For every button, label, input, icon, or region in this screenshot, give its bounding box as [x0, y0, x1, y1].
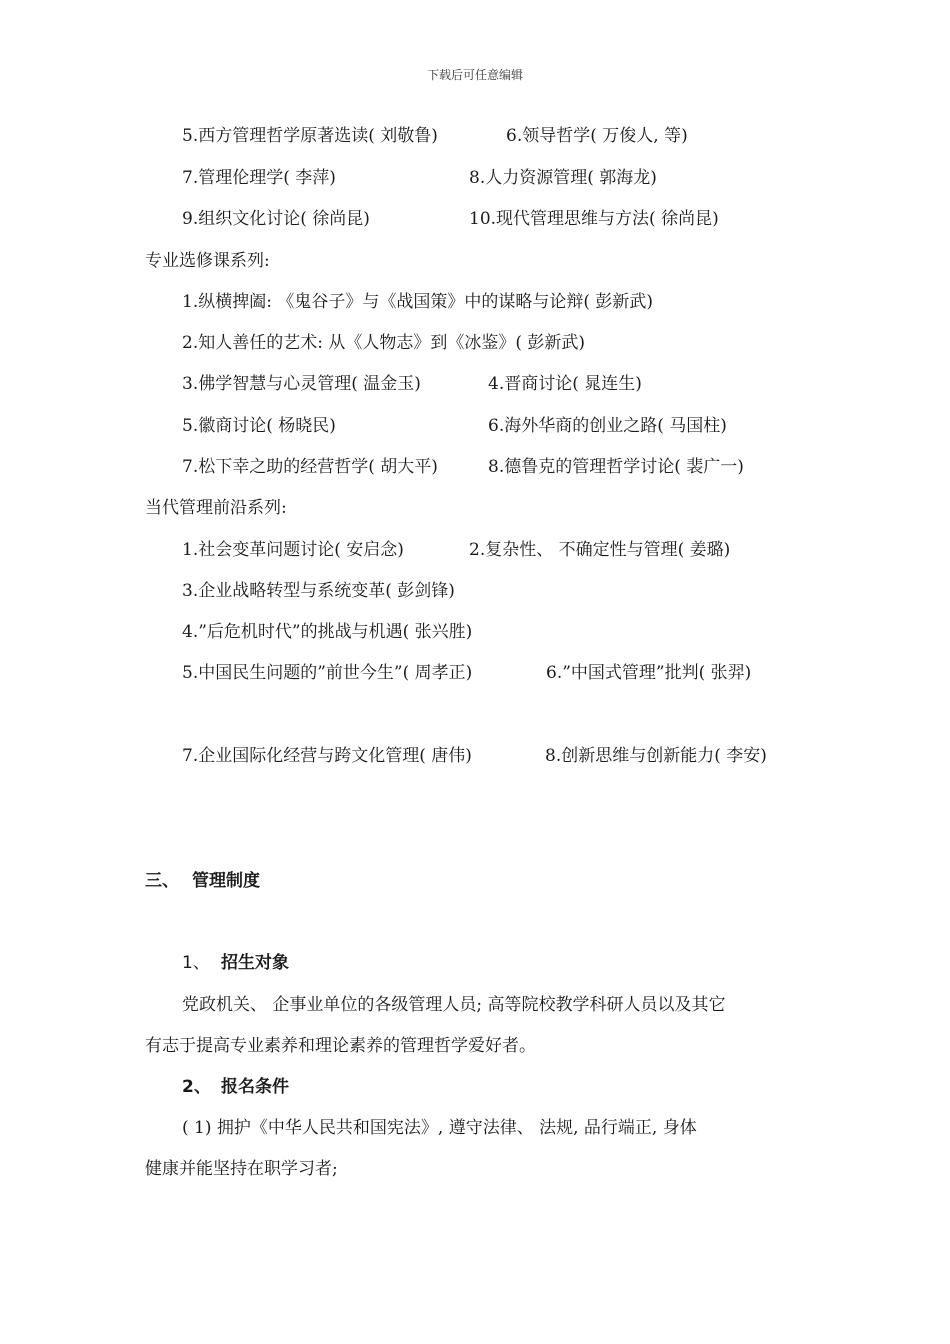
frontier-item: 3.企业战略转型与系统变革( 彭剑锋) — [182, 581, 455, 601]
frontier-item: 6.”中国式管理”批判( 张羿) — [546, 663, 752, 683]
course-row — [182, 125, 688, 147]
frontier-item: 1.社会变革问题讨论( 安启念) — [182, 540, 404, 560]
course-row — [182, 373, 642, 395]
elective-section-title: 专业选修课系列: — [145, 251, 270, 271]
frontier-item: 2.复杂性、 不确定性与管理( 姜璐) — [469, 540, 731, 560]
frontier-section-title: 当代管理前沿系列: — [145, 498, 287, 518]
course-row — [182, 208, 719, 230]
section-number: 三、 — [145, 871, 179, 891]
elective-item: 2.知人善任的艺术: 从《人物志》到《冰鉴》( 彭新武) — [182, 333, 586, 353]
course-row — [182, 415, 727, 437]
elective-item: 8.德鲁克的管理哲学讨论( 裴广一) — [488, 457, 744, 477]
course-item: 5.西方管理哲学原著选读( 刘敬鲁) — [182, 126, 438, 146]
course-item: 8.人力资源管理( 郭海龙) — [469, 168, 657, 188]
frontier-item: 7.企业国际化经营与跨文化管理( 唐伟) — [182, 746, 472, 766]
subsection-number: 2、 — [182, 1077, 211, 1097]
course-row — [182, 167, 657, 189]
subsection-title: 招生对象 — [221, 953, 289, 973]
elective-item: 1.纵横捭阖: 《鬼谷子》与《战国策》中的谋略与论辩( 彭新武) — [182, 292, 654, 312]
elective-item: 5.徽商讨论( 杨晓民) — [182, 416, 336, 436]
subsection-number: 1、 — [182, 953, 210, 973]
section-heading — [145, 870, 260, 892]
section-title: 管理制度 — [192, 871, 260, 891]
course-row — [182, 662, 752, 684]
paragraph-line: ( 1) 拥护《中华人民共和国宪法》, 遵守法律、 法规, 品行端正, 身体 — [182, 1118, 697, 1138]
frontier-item: 5.中国民生问题的”前世今生”( 周孝正) — [182, 663, 473, 683]
course-item: 7.管理伦理学( 李萍) — [182, 168, 336, 188]
course-row — [182, 745, 767, 767]
page-header: 下载后可任意编辑 — [426, 68, 523, 82]
frontier-item: 8.创新思维与创新能力( 李安) — [545, 746, 767, 766]
course-item: 10.现代管理思维与方法( 徐尚昆) — [469, 209, 719, 229]
subsection-heading — [182, 952, 289, 974]
paragraph-line: 有志于提高专业素养和理论素养的管理哲学爱好者。 — [145, 1036, 536, 1056]
subsection-title: 报名条件 — [221, 1077, 289, 1097]
frontier-item: 4.”后危机时代”的挑战与机遇( 张兴胜) — [182, 622, 473, 642]
elective-item: 4.晋商讨论( 晁连生) — [488, 374, 642, 394]
subsection-heading — [182, 1076, 289, 1098]
elective-item: 7.松下幸之助的经营哲学( 胡大平) — [182, 457, 438, 477]
elective-item: 3.佛学智慧与心灵管理( 温金玉) — [182, 374, 421, 394]
course-item: 9.组织文化讨论( 徐尚昆) — [182, 209, 370, 229]
course-row — [182, 456, 744, 478]
course-row — [182, 539, 731, 561]
elective-item: 6.海外华商的创业之路( 马国柱) — [488, 416, 727, 436]
paragraph-line: 党政机关、 企事业单位的各级管理人员; 高等院校教学科研人员以及其它 — [182, 995, 726, 1015]
course-item: 6.领导哲学( 万俊人, 等) — [506, 126, 688, 146]
paragraph-line: 健康并能坚持在职学习者; — [145, 1159, 338, 1179]
